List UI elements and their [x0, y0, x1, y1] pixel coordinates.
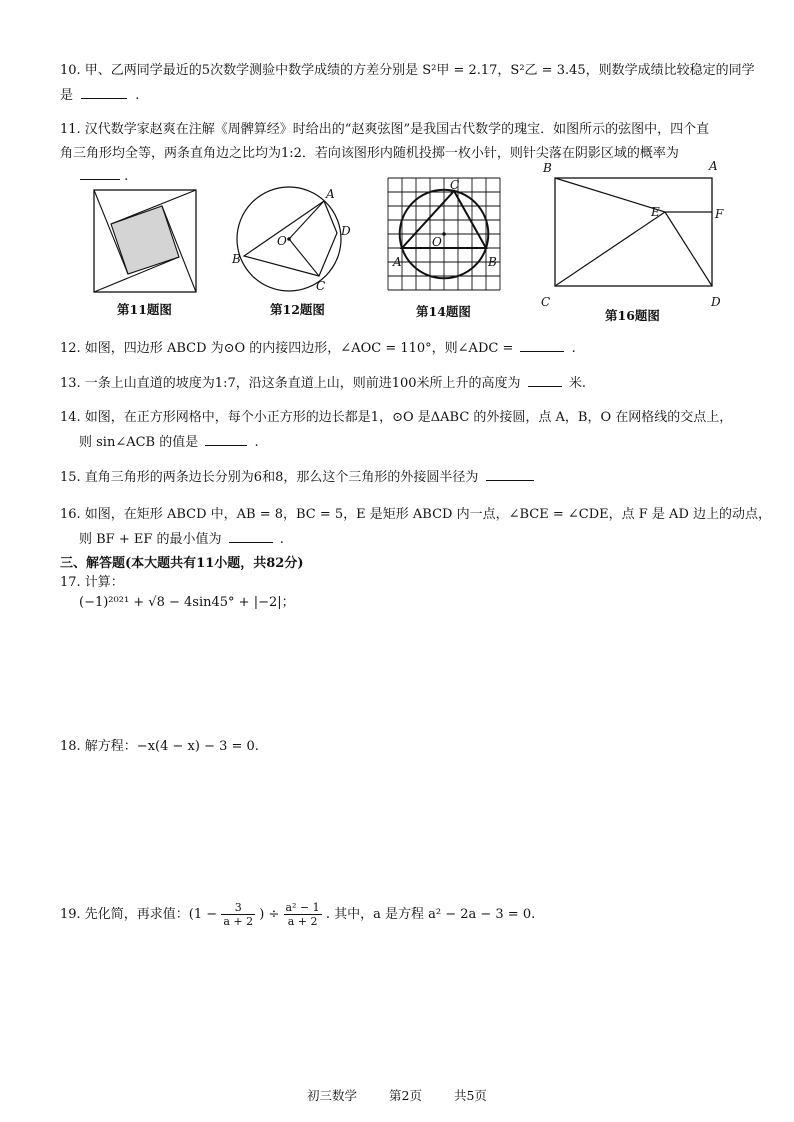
q14-prefix: 则 sin∠ACB 的值是	[79, 435, 199, 450]
q14-line1: 14. 如图，在正方形网格中，每个小正方形的边长都是1，⊙O 是ΔABC 的外接圆，点 A，B，O 在网格线的交点上，	[60, 410, 733, 425]
fig16-segment-ce	[555, 212, 665, 286]
q11-suffix: .	[124, 169, 129, 184]
fig16-label-a: A	[709, 159, 718, 173]
q16-prefix: 则 BF + EF 的最小值为	[79, 532, 222, 547]
q19-prefix: 19. 先化简，再求值：(1 −	[60, 907, 218, 922]
q12-text: 12. 如图，四边形 ABCD 为⊙O 的内接四边形，∠AOC = 110°，则∠ADC =	[60, 341, 514, 356]
q16-suffix: .	[279, 532, 284, 547]
q10-answer-blank[interactable]	[81, 86, 127, 99]
q19-frac1-numerator: 3	[221, 901, 255, 915]
q10-prefix: 是	[60, 88, 74, 103]
q19-fraction-1	[221, 901, 255, 928]
fig11-diagram	[90, 188, 200, 294]
q10-line1: 10. 甲、乙两同学最近的5次数学测验中数学成绩的方差分别是 S²甲 = 2.17，S²乙 = 3.45，则数学成绩比较稳定的同学	[60, 63, 755, 78]
q15-line	[60, 468, 534, 487]
footer-subject: 初三数学	[307, 1088, 358, 1103]
fig16-segment-de	[665, 212, 712, 286]
fig16-diagram	[540, 160, 740, 310]
q12-line	[60, 339, 576, 358]
fig12-center-dot	[287, 237, 291, 241]
q12-suffix: .	[571, 341, 576, 356]
fig16-path-bef	[555, 178, 712, 212]
q15-answer-blank[interactable]	[486, 468, 534, 481]
q13-answer-blank[interactable]	[528, 374, 562, 387]
fig16-label-c: C	[541, 295, 551, 309]
fig14-label-a: A	[393, 255, 402, 269]
q19-line	[60, 900, 535, 930]
fig14-label-b: B	[488, 255, 497, 269]
footer-page: 第2页	[389, 1088, 422, 1103]
fig12-label-b: B	[232, 252, 241, 266]
q11-line1: 11. 汉代数学家赵爽在注解《周髀算经》时给出的“赵爽弦图”是我国古代数学的瑰宝．如图所示的弦图中，四个直	[60, 122, 710, 137]
q13-line	[60, 374, 586, 393]
q12-answer-blank[interactable]	[520, 339, 564, 352]
q19-frac2-numerator: a² − 1	[285, 901, 320, 914]
q13-text: 13. 一条上山直道的坡度为1:7，沿这条直道上山，则前进100米所上升的高度为	[60, 376, 521, 391]
fig12-label-o: O	[277, 234, 287, 248]
fig14-caption: 第14题图	[416, 304, 471, 319]
fig12-radius-oc	[289, 239, 319, 276]
q18-line: 18. 解方程：−x(4 − x) − 3 = 0.	[60, 739, 259, 754]
q14-line2	[79, 433, 259, 452]
q14-answer-blank[interactable]	[205, 433, 247, 446]
fig14-label-c: C	[450, 178, 460, 192]
fig12-label-d: D	[341, 224, 351, 238]
fig12-label-a: A	[326, 187, 335, 201]
fig16-caption: 第16题图	[605, 308, 660, 323]
q13-suffix: 米.	[568, 376, 586, 391]
q16-line2	[79, 530, 284, 549]
q11-answer-blank[interactable]	[80, 167, 120, 180]
fig16-label-e: E	[651, 205, 660, 219]
fig11-caption: 第11题图	[117, 302, 172, 317]
fig16-label-d: D	[711, 295, 721, 309]
fig11-shaded-square	[111, 206, 179, 274]
q10-line2	[60, 86, 139, 105]
q11-line3	[60, 167, 128, 186]
q19-frac2-denominator: a + 2	[287, 915, 318, 928]
q17-expression: (−1)²⁰²¹ + √8 − 4sin45° + |−2|；	[79, 595, 295, 610]
section-title: 三、解答题(本大题共有11小题，共82分)	[60, 556, 304, 571]
fig12-radius-oa	[289, 201, 324, 239]
q17-label: 17. 计算：	[60, 575, 124, 590]
q19-frac1-denominator: a + 2	[223, 915, 254, 928]
q19-suffix: . 其中，a 是方程 a² − 2a − 3 = 0.	[325, 907, 536, 922]
fig14-label-o: O	[432, 235, 442, 249]
q15-text: 15. 直角三角形的两条边长分别为6和8，那么这个三角形的外接圆半径为	[60, 470, 479, 485]
fig14-center-dot	[442, 232, 446, 236]
fig16-label-b: B	[543, 161, 552, 175]
fig16-label-f: F	[715, 207, 724, 221]
q16-answer-blank[interactable]	[229, 530, 273, 543]
q19-fraction-2	[284, 901, 322, 928]
fig12-diagram	[230, 183, 360, 295]
q11-line2: 角三角形均全等，两条直角边之比均为1:2．若向该图形内随机投掷一枚小针，则针尖落在阴影区域的概率为	[60, 146, 679, 161]
fig12-caption: 第12题图	[270, 302, 325, 317]
q14-suffix: .	[254, 435, 259, 450]
fig12-label-c: C	[316, 279, 326, 293]
footer-total: 共5页	[453, 1088, 487, 1103]
fig14-diagram	[388, 178, 502, 292]
q19-mid: ) ÷	[259, 907, 280, 922]
q16-line1: 16. 如图，在矩形 ABCD 中，AB = 8，BC = 5，E 是矩形 ABCD 内一点，∠BCE = ∠CDE，点 F 是 AD 边上的动点，	[60, 507, 771, 522]
page-footer	[0, 1086, 794, 1104]
q10-suffix: .	[135, 88, 140, 103]
